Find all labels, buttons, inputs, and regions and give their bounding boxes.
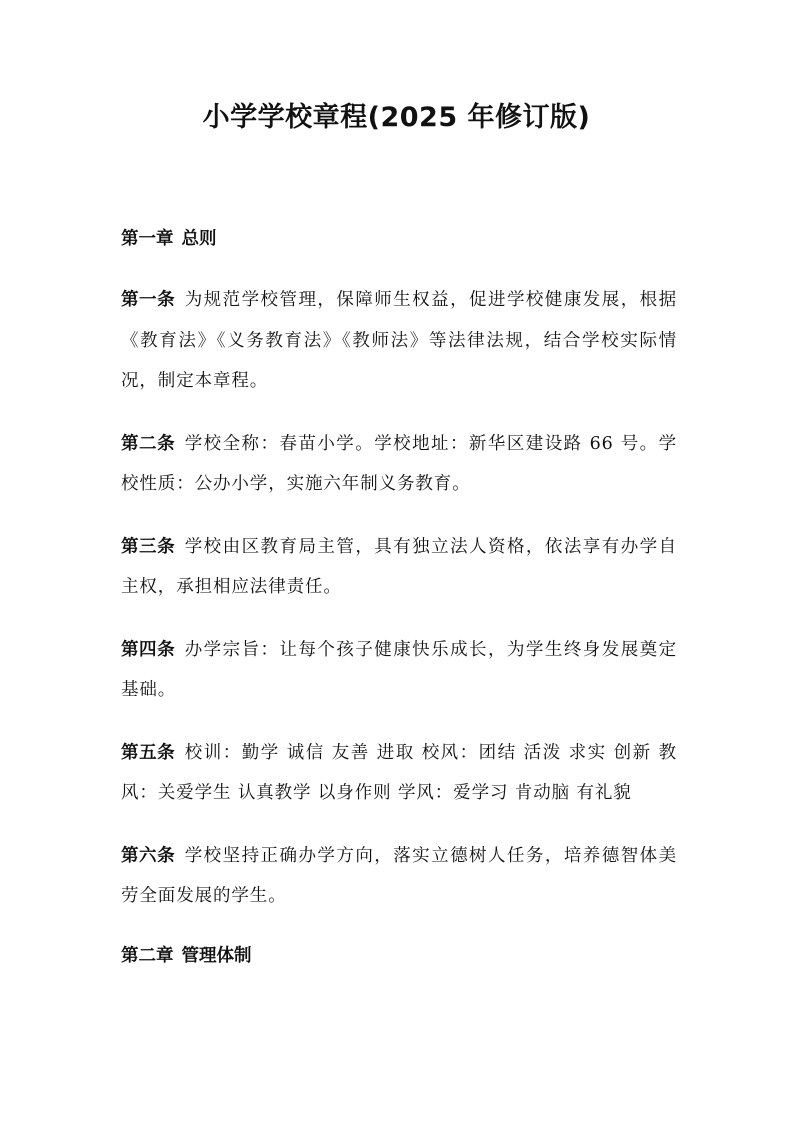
article-label: 第二条	[121, 433, 176, 454]
article-label: 第四条	[121, 639, 176, 660]
article-text: 学校由区教育局主管，具有独立法人资格，依法享有办学自主权，承担相应法律责任。	[121, 536, 677, 597]
chapter-name: 总则	[181, 229, 217, 249]
document-body	[121, 222, 677, 973]
chapter-heading-2	[121, 939, 677, 973]
article-text: 学校全称：春苗小学。学校地址：新华区建设路 66 号。学校性质：公办小学，实施六年制义务教育。	[121, 433, 678, 494]
article-label: 第五条	[121, 742, 176, 763]
article-1	[121, 280, 677, 402]
article-2	[121, 424, 677, 505]
article-label: 第三条	[121, 536, 176, 557]
article-text: 为规范学校管理，保障师生权益，促进学校健康发展，根据《教育法》《义务教育法》《教师法》等法律法规，结合学校实际情况，制定本章程。	[121, 290, 677, 391]
chapter-heading-1	[121, 222, 677, 256]
chapter-name: 管理体制	[181, 945, 252, 966]
chapter-number: 第一章	[121, 229, 174, 249]
chapter-number: 第二章	[121, 945, 174, 966]
article-text: 办学宗旨：让每个孩子健康快乐成长，为学生终身发展奠定基础。	[121, 639, 677, 700]
article-text: 学校坚持正确办学方向，落实立德树人任务，培养德智体美劳全面发展的学生。	[121, 845, 677, 906]
document-title: 小学学校章程(2025 年修订版)	[202, 102, 591, 133]
article-4	[121, 630, 677, 711]
article-5	[121, 733, 677, 814]
article-label: 第六条	[121, 845, 176, 866]
article-label: 第一条	[121, 290, 176, 310]
article-3	[121, 527, 677, 608]
article-text: 校训：勤学 诚信 友善 进取 校风：团结 活泼 求实 创新 教风：关爱学生 认真教学 以身作则 学风：爱学习 肯动脑 有礼貌	[121, 742, 677, 803]
article-6	[121, 836, 677, 917]
